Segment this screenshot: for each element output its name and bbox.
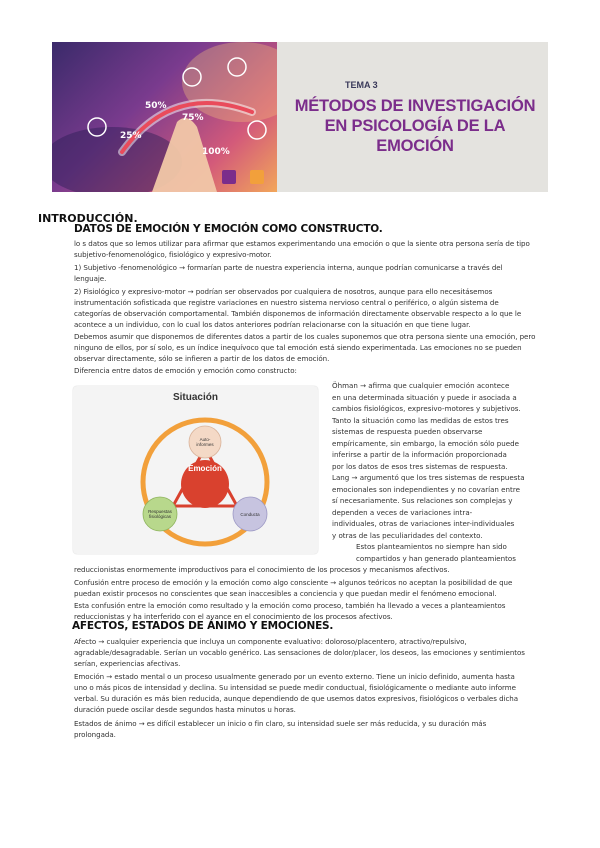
- paragraph-line: cambios fisiológicos, expresivo-motores y subjetivos.: [332, 404, 521, 413]
- paragraph-line: puedan existir procesos no conscientes que sean inaccesibles a conciencia y que puedan medir el fenómeno emocional.: [74, 589, 497, 598]
- paragraph-line: Öhman → afirma que cualquier emoción acontece: [332, 381, 510, 390]
- paragraph-line: Afecto → cualquier experiencia que incluya un componente evaluativo: doloroso/placentero, atractivo/repulsivo,: [74, 637, 467, 646]
- paragraph-line: individuales, otras de variaciones inter-individuales: [332, 519, 515, 528]
- paragraph-line: dependen a veces de variaciones intra-: [332, 507, 473, 517]
- paragraph-line: emocionales son independientes y no covarían entre: [332, 484, 520, 494]
- pct-label: 50%: [145, 101, 167, 111]
- paragraph-line: observar directamente, sólo se infieren a partir de los datos de emoción.: [74, 354, 330, 363]
- node-label: Conducta: [240, 512, 260, 517]
- situation-diagram: [73, 386, 318, 554]
- paragraph-line: instrumentación sofisticada que registre variaciones en nuestro sistema nervioso central o periférico, o algún sistema de: [74, 298, 499, 307]
- paragraph-line: Emoción → estado mental o un proceso usualmente generado por un evento externo. Tiene un inicio definido, aumenta hasta: [74, 672, 515, 681]
- paragraph-line: Confusión entre proceso de emoción y la emoción como algo consciente → algunos teóricos no aceptan la posibilidad de que: [74, 578, 513, 587]
- title-line: EMOCIÓN: [376, 137, 454, 155]
- paragraph-line: Diferencia entre datos de emoción y emoción como constructo:: [74, 366, 297, 375]
- paragraph-line: acontece a un individuo, con lo cual los datos anteriores podrían relacionarse con la situación en que tiene lugar.: [74, 320, 471, 329]
- cover-photo: [52, 42, 277, 192]
- section-heading: INTRODUCCIÓN.: [38, 212, 138, 225]
- paragraph-line: sí necesariamente. Sus relaciones son complejas y: [332, 496, 513, 505]
- paragraph-line: Estos planteamientos no siempre han sido: [356, 542, 507, 551]
- cover-illustration: [52, 42, 277, 192]
- subsection-heading: AFECTOS, ESTADOS DE ÁNIMO Y EMOCIONES.: [72, 620, 334, 632]
- node-label-line: Respuestas: [148, 509, 172, 514]
- pct-label: 100%: [202, 147, 230, 157]
- center-label: Emoción: [188, 464, 222, 473]
- paragraph-line: lo s datos que so lemos utilizar para afirmar que estamos experimentando una emoción o que la siente otra persona sería de tipo: [74, 239, 530, 248]
- paragraph-line: lenguaje.: [74, 274, 107, 283]
- paragraph-line: serían, experiencias afectivas.: [74, 659, 181, 668]
- paragraph-line: Lang → argumentó que los tres sistemas de respuesta: [332, 473, 525, 482]
- node-label-line: Auto-: [199, 437, 211, 442]
- unit-label: TEMA 3: [345, 80, 378, 90]
- diagram-title: Situación: [172, 392, 218, 403]
- paragraph-line: por los datos de esos tres sistemas de respuesta.: [332, 461, 508, 471]
- paragraph-line: compartidos y han generado planteamientos: [356, 553, 516, 563]
- title-line: EN PSICOLOGÍA DE LA: [324, 117, 506, 135]
- paragraph-line: y otras de las peculiaridades del contexto.: [332, 530, 483, 540]
- node-label: [190, 437, 220, 447]
- pct-label: 75%: [182, 113, 204, 123]
- paragraph-line: Tanto la situación como las medidas de estos tres: [332, 415, 509, 425]
- paragraph-line: reduccionistas enormemente improductivos para el conocimiento de los procesos y mecanismos afectivos.: [74, 565, 450, 574]
- paragraph-line: reduccionistas y ha interferido con el avance en el conocimiento de los procesos afectivos.: [74, 612, 393, 621]
- paragraph-line: Esta confusión entre la emoción como resultado y la emoción como proceso, también ha llevado a veces a planteamientos: [74, 601, 506, 610]
- logo-icon: [222, 170, 236, 184]
- paragraph-line: empíricamente, sin embargo, la emoción sólo puede: [332, 438, 519, 448]
- paragraph-line: en una determinada situación y puede ir asociada a: [332, 392, 517, 402]
- paragraph-line: prolongada.: [74, 730, 116, 739]
- paragraph-line: Debemos asumir que disponemos de diferentes datos a partir de los cuales suponemos que otra persona siente una emoción, pero: [74, 332, 536, 341]
- face-icon: [248, 121, 266, 139]
- node-label: [143, 509, 177, 519]
- badge-icon: [250, 170, 264, 184]
- node-label-line: informes: [196, 442, 214, 447]
- paragraph-line: sistemas de respuesta pueden observarse: [332, 427, 483, 436]
- paragraph-line: subjetivo-fenomenológico, fisiológico y expresivo-motor.: [74, 250, 272, 259]
- paragraph-line: uno o más picos de intensidad y declina. Su intensidad se puede medir conductual, fisiológicamente o mediante auto informe: [74, 683, 516, 692]
- paragraph-line: 1) Subjetivo -fenomenológico → formarían parte de nuestra experiencia interna, aunque podrían comunicarse a través del: [74, 263, 503, 272]
- paragraph-line: 2) Fisiológico y expresivo-motor → podrían ser observados por cualquiera de nosotros, aunque para ello necesitásemos: [74, 287, 493, 296]
- paragraph-line: categorías de observación comportamental. También disponemos de información directamente observable respecto a lo que le: [74, 309, 522, 318]
- pct-label: 25%: [120, 131, 142, 141]
- paragraph-line: Estados de ánimo → es difícil establecer un inicio o fin claro, su intensidad suele ser más reducida, y su duración más: [74, 719, 487, 728]
- subsection-heading: DATOS DE EMOCIÓN Y EMOCIÓN COMO CONSTRUCTO.: [74, 223, 383, 235]
- paragraph-line: agradable/desagradable. Serían un vocablo genérico. Las sensaciones de dolor/placer, los deseos, las emociones y sentimientos: [74, 648, 525, 657]
- paragraph-line: duración puede oscilar desde segundos hasta minutos u horas.: [74, 705, 296, 714]
- title-line: MÉTODOS DE INVESTIGACIÓN: [294, 97, 536, 115]
- page-title: [287, 96, 543, 156]
- right-column-text: [332, 380, 564, 564]
- paragraph-line: verbal. Su duración es más bien reducida, aunque dependiendo de que usemos datos expresivos, fisiológicos o verbales dicha: [74, 694, 519, 703]
- paragraph-line: inferirse a partir de la información proporcionada: [332, 450, 507, 459]
- paragraph-line: ninguno de ellos, por sí solo, es un índice inequívoco que tal emoción está siendo experimentada. Las emociones no se pueden: [74, 343, 522, 352]
- node-label-line: fisiológicas: [148, 514, 171, 519]
